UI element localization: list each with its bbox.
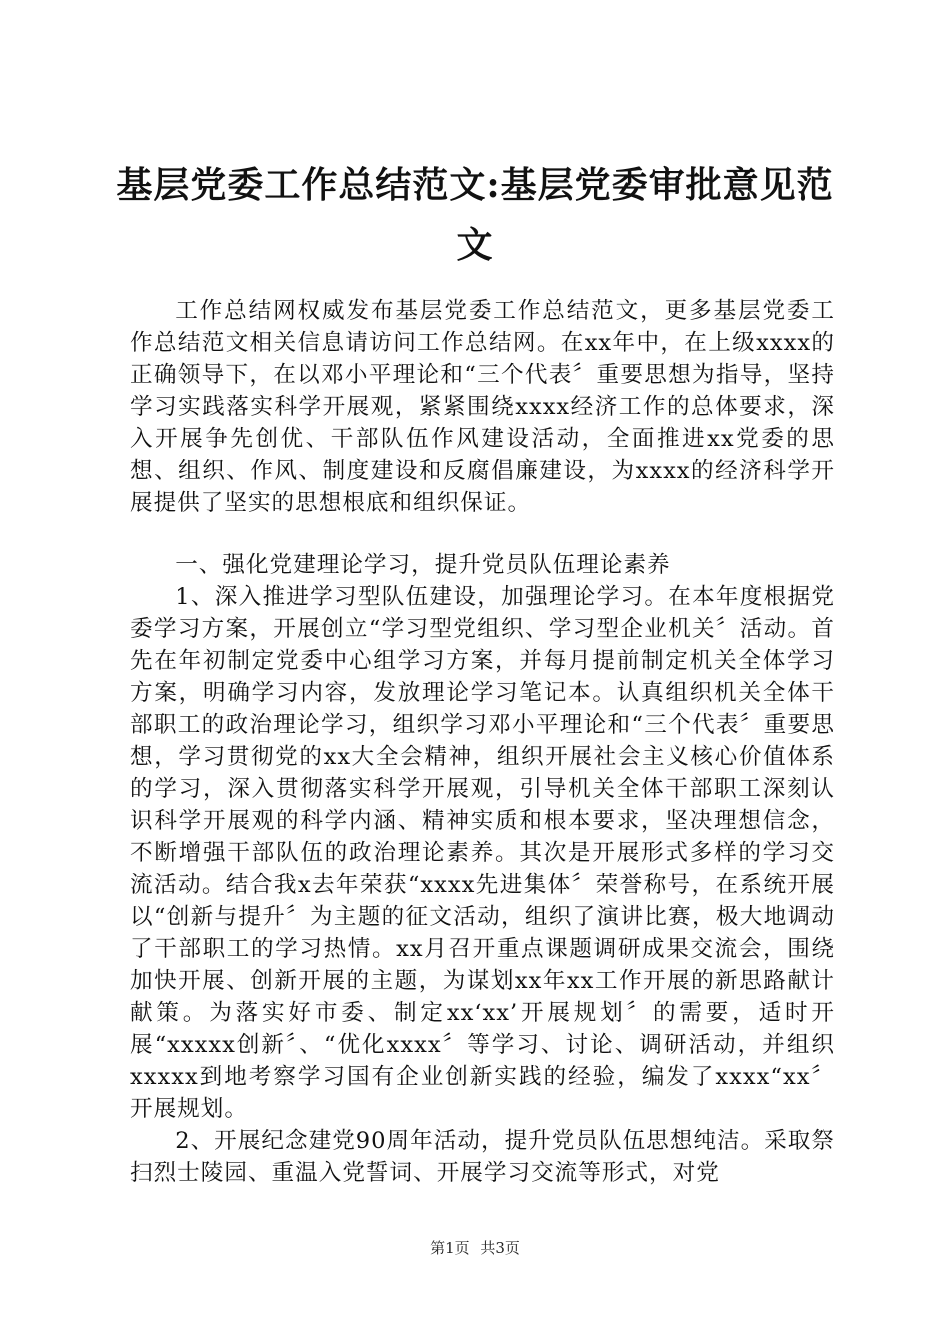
document-body xyxy=(130,295,835,1189)
page-total: 共3页 xyxy=(480,1239,520,1257)
page-number: 第1页 xyxy=(430,1239,470,1257)
section-heading: 一、强化党建理论学习，提升党员队伍理论素养 xyxy=(175,552,671,578)
document-title: 基层党委工作总结范文:基层党委审批意见范文 xyxy=(116,164,834,266)
intro-paragraph: 工作总结网权威发布基层党委工作总结范文，更多基层党委工作总结范文相关信息请访问工作总结网。在xx年中，在上级xxxx的正确领导下，在以邓小平理论和“三个代表〞重要思想为指导，坚持学习实践落实科学开展观，紧紧围绕xxxx经济工作的总体要求，深入开展争先创优、干部队伍作风建设活动，全面推进xx党委的思想、组织、作风、制度建设和反腐倡廉建设，为xxxx的经济科学开展提供了坚实的思想根底和组织保证。 xyxy=(130,298,835,516)
body-paragraph-2: 2、开展纪念建党90周年活动，提升党员队伍思想纯洁。采取祭扫烈士陵园、重温入党誓词、开展学习交流等形式，对党 xyxy=(130,1128,835,1186)
body-paragraph-1: 1、深入推进学习型队伍建设，加强理论学习。在本年度根据党委学习方案，开展创立“学习型党组织、学习型企业机关〞活动。首先在年初制定党委中心组学习方案，并每月提前制定机关全体学习方案，明确学习内容，发放理论学习笔记本。认真组织机关全体干部职工的政治理论学习，组织学习邓小平理论和“三个代表〞重要思想，学习贯彻党的xx大全会精神，组织开展社会主义核心价值体系的学习，深入贯彻落实科学开展观，引导机关全体干部职工深刻认识科学开展观的科学内涵、精神实质和根本要求，坚决理想信念，不断增强干部队伍的政治理论素养。其次是开展形式多样的学习交流活动。结合我x去年荣获“xxxx先进集体〞荣誉称号，在系统开展以“创新与提升〞为主题的征文活动，组织了演讲比赛，极大地调动了干部职工的学习热情。xx月召开重点课题调研成果交流会，围绕加快开展、创新开展的主题，为谋划xx年xx工作开展的新思路献计献策。为落实好市委、制定xx‘xx’开展规划〞的需要，适时开展“xxxxx创新〞、“优化xxxx〞等学习、讨论、调研活动，并组织xxxxx到地考察学习国有企业创新实践的经验，编发了xxxx“xx〞开展规划。 xyxy=(130,584,835,1122)
page-footer xyxy=(0,1238,950,1258)
